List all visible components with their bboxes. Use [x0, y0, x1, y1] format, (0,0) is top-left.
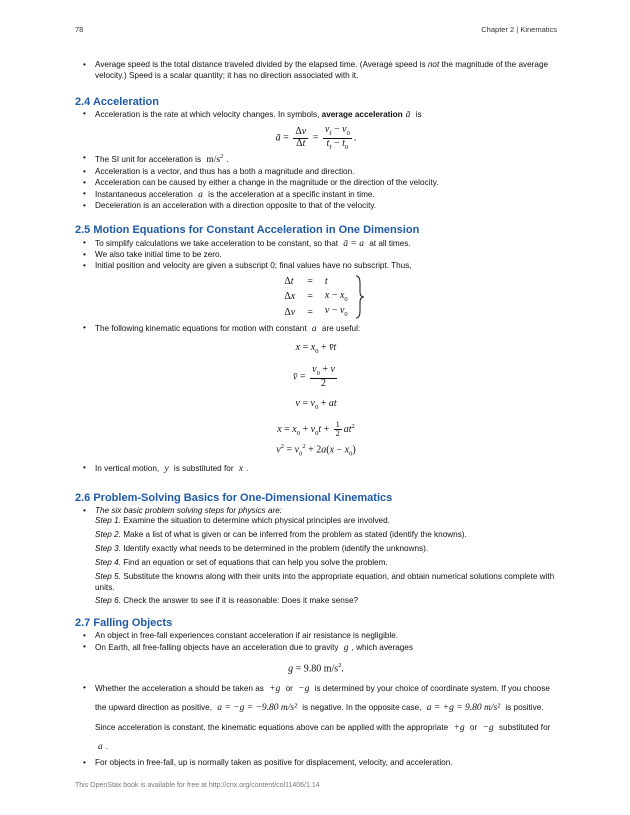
right-brace-icon — [355, 275, 365, 319]
steps-container — [95, 516, 557, 607]
falling-objects-list — [75, 631, 557, 654]
equation-position-average-velocity: $x = x_0$ + v̄t — [295, 342, 337, 356]
motion-equations-list — [75, 238, 557, 272]
acceleration-list-2 — [75, 153, 557, 212]
list-item: • Acceleration is a vector, and thus has a both a magnitude and direction. — [75, 167, 557, 178]
page-content — [75, 58, 557, 768]
average-acceleration-equation: ā = $\frac{\Delta v}{\Delta t}$ = $\frac{v_f - v_0}{t_f - t_0}$ . — [275, 123, 357, 151]
list-item: • On Earth, all free-falling objects have an acceleration due to gravity g , which averages — [75, 642, 557, 655]
list-item: • For objects in free-fall, up is normally taken as positive for displacement, velocity, and acceleration. — [75, 758, 557, 769]
gravity-equation: g = 9.80 $m/s^2$. — [288, 662, 344, 675]
problem-step: Step 1. Examine the situation to determine which physical principles are involved. — [95, 516, 390, 526]
kinematic-equations — [75, 341, 557, 458]
problem-step: Step 4. Find an equation or set of equations that can help you solve the problem. — [95, 557, 388, 567]
delta-table: Δt = t Δx = $x - x_0$ Δv = $v - v_0$ — [284, 276, 348, 319]
intro-list — [75, 60, 557, 82]
list-item: • The SI unit for acceleration is $m/s^2$ . — [75, 153, 557, 167]
delta-definitions — [75, 275, 557, 320]
equation-average-velocity: v̄ = $\frac{v_0 + v}{2}$ — [293, 364, 335, 389]
section-title-2-4: 2.4 Acceleration — [75, 95, 159, 108]
list-item — [75, 506, 557, 608]
list-item: • In vertical motion, y is substituted for x . — [75, 463, 557, 476]
list-item: • Acceleration is the rate at which velocity changes. In symbols, average acceleration ā is — [75, 109, 557, 122]
list-item: • We also take initial time to be zero. — [75, 250, 557, 261]
list-item: • Initial position and velocity are given a subscript 0; final values have no subscript. Thus, — [75, 261, 557, 272]
problem-step: Step 5. Substitute the knowns along with their units into the appropriate equation, and obtain numerical solutions complete with units. — [95, 571, 555, 592]
motion-equations-list-2 — [75, 323, 557, 336]
section-title-2-5: 2.5 Motion Equations for Constant Acceleration in One Dimension — [75, 224, 420, 237]
problem-step: Step 6. Check the answer to see if it is reasonable: Does it make sense? — [95, 596, 359, 606]
average-speed-bullet: • Average speed is the total distance traveled divided by the elapsed time. (Average speed is not the magnitude of the average velocity.) Speed is a scalar quantity; it has no direction associated with it. — [75, 60, 557, 82]
equation-velocity-squared: $v^2 = v_0^2 + 2a(x - x_0)$ — [276, 442, 356, 457]
acceleration-list — [75, 109, 557, 122]
section-title-2-6: 2.6 Problem-Solving Basics for One-Dimensional Kinematics — [75, 492, 393, 505]
list-item: • The following kinematic equations for motion with constant a are useful: — [75, 323, 557, 336]
list-item: • Instantaneous acceleration a is the acceleration at a specific instant in time. — [75, 189, 557, 202]
chapter-title: Chapter 2 | Kinematics — [481, 25, 557, 34]
falling-objects-list-2 — [75, 680, 557, 769]
page-footer: This OpenStax book is available for free at http://cnx.org/content/col11406/1.14 — [75, 782, 320, 789]
problem-solving-list — [75, 506, 557, 608]
steps-intro: The six basic problem solving steps for physics are: — [95, 505, 283, 515]
problem-step: Step 3. Identify exactly what needs to be determined in the problem (identify the unknowns). — [95, 544, 429, 554]
equation-velocity: $v = v_0$ + at — [295, 398, 337, 412]
motion-equations-list-3 — [75, 463, 557, 476]
list-item: • Acceleration can be caused by either a change in the magnitude or the direction of the velocity. — [75, 178, 557, 189]
equation-position: $x = x_0 + v_0t$ + $\frac{1}{2}$ $at^2$ — [277, 419, 355, 439]
page-number: 78 — [75, 25, 84, 34]
section-title-2-7: 2.7 Falling Objects — [75, 617, 173, 630]
list-item: • Deceleration is an acceleration with a direction opposite to that of the velocity. — [75, 201, 557, 212]
list-item: • An object in free-fall experiences constant acceleration if air resistance is negligible. — [75, 631, 557, 642]
problem-step: Step 2. Make a list of what is given or can be inferred from the problem as stated (identify the knowns). — [95, 530, 467, 540]
list-item: • Whether the acceleration a should be taken as +g or −g is determined by your choice of coordinate system. If you choose the upward direction as positive, a = −g = −9.80 m/s² is negative. In the opposite case, a = +g = 9.80 m/s² is positive. Since acceleration is constant, the kinematic equations above can be applied with the appropriate +g or −g substituted for a . — [75, 680, 557, 758]
list-item: • To simplify calculations we take acceleration to be constant, so that ā = a at all times. — [75, 238, 557, 251]
